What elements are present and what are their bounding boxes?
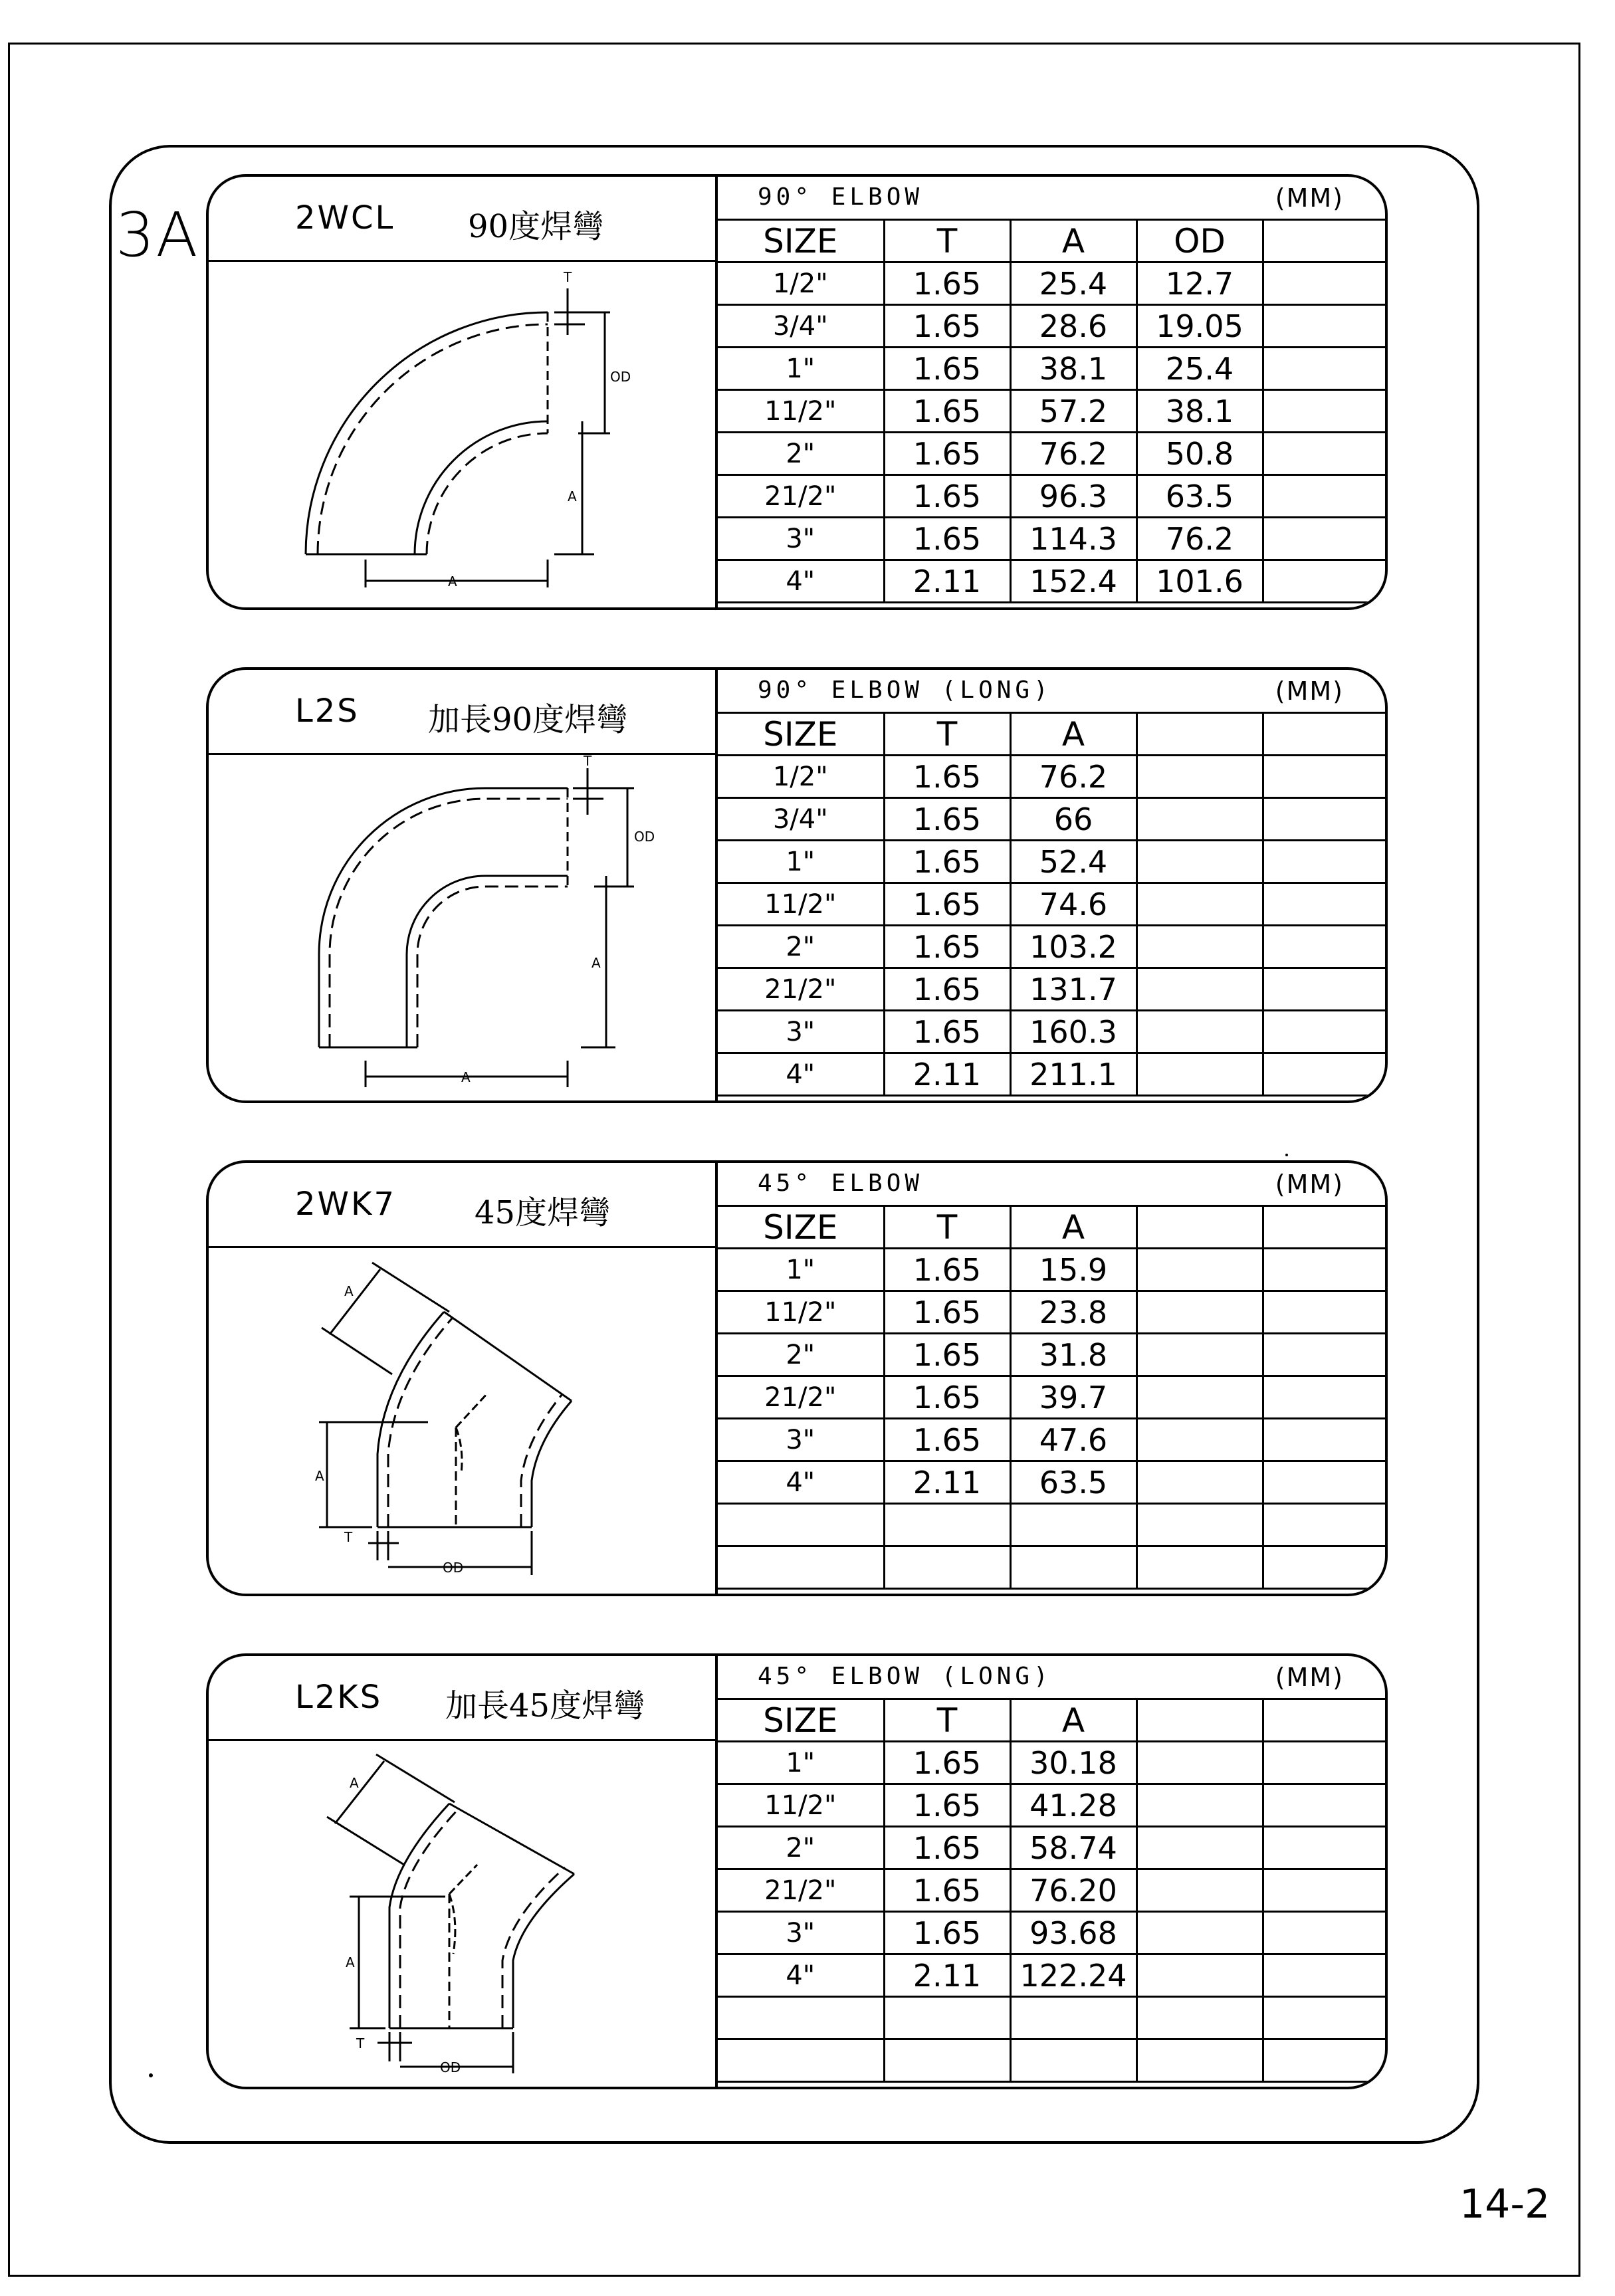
- table-cell: 28.6: [1010, 305, 1136, 348]
- table-cell: 1": [718, 348, 884, 390]
- t-label: T: [356, 2035, 365, 2051]
- table-cell: 57.2: [1010, 390, 1136, 433]
- header-cell: [1136, 714, 1263, 756]
- product-header: [209, 177, 715, 262]
- table-cell: [1263, 1504, 1388, 1546]
- a-label: A: [315, 1468, 324, 1484]
- header-cell: OD: [1136, 221, 1263, 262]
- table-cell: [1136, 1011, 1263, 1053]
- table-cell: [1263, 1291, 1388, 1334]
- table-cell: 1/2": [718, 756, 884, 798]
- table-cell: [1263, 390, 1388, 433]
- table-cell: [1136, 1504, 1263, 1546]
- spec-panel: [718, 1163, 1385, 1594]
- header-cell: A: [1010, 1207, 1136, 1249]
- table-cell: 3": [718, 518, 884, 560]
- table-row: [718, 1011, 1388, 1053]
- table-cell: 2.11: [884, 1053, 1010, 1096]
- header-cell: SIZE: [718, 221, 884, 262]
- spec-table: [718, 1700, 1388, 2083]
- table-cell: 21/2": [718, 1376, 884, 1419]
- header-cell: A: [1010, 1700, 1136, 1742]
- table-cell: [1136, 968, 1263, 1011]
- table-cell: 1.65: [884, 968, 1010, 1011]
- table-cell: 160.3: [1010, 1011, 1136, 1053]
- table-row: [718, 1461, 1388, 1504]
- table-cell: 52.4: [1010, 841, 1136, 883]
- table-cell: [1263, 841, 1388, 883]
- product-block-2wk7: [206, 1160, 1388, 1596]
- table-cell: 4": [718, 1461, 884, 1504]
- outer-bend-line: [306, 312, 548, 554]
- table-cell: [1263, 2039, 1388, 2082]
- unit-label: (MM): [1275, 183, 1344, 213]
- table-title: 45° ELBOW (LONG): [758, 1663, 1052, 1690]
- table-cell: [1263, 433, 1388, 475]
- table-cell: [1263, 1997, 1388, 2039]
- product-block-2wcl: [206, 174, 1388, 610]
- table-cell: [1263, 560, 1388, 603]
- table-cell: [1136, 883, 1263, 926]
- table-cell: [1136, 1912, 1263, 1954]
- table-row: [718, 1997, 1388, 2039]
- table-cell: 122.24: [1010, 1954, 1136, 1997]
- table-cell: [1136, 756, 1263, 798]
- elbow-45-long-diagram: [209, 1741, 715, 2087]
- table-cell: 3": [718, 1011, 884, 1053]
- table-cell: 1.65: [884, 883, 1010, 926]
- table-header-row: [718, 221, 1388, 262]
- table-cell: 1.65: [884, 305, 1010, 348]
- product-name: 加長45度焊彎: [445, 1687, 646, 1724]
- a-label: A: [344, 1283, 354, 1299]
- table-cell: 76.2: [1010, 756, 1136, 798]
- table-cell: 4": [718, 1053, 884, 1096]
- table-row: [718, 2039, 1388, 2082]
- table-cell: 1.65: [884, 518, 1010, 560]
- table-row: [718, 756, 1388, 798]
- table-cell: [1136, 1419, 1263, 1461]
- header-cell: T: [884, 221, 1010, 262]
- header-cell: SIZE: [718, 1207, 884, 1249]
- product-code: L2KS: [295, 1679, 383, 1716]
- header-cell: SIZE: [718, 1700, 884, 1742]
- table-cell: 1": [718, 1249, 884, 1291]
- a-label: A: [448, 574, 457, 589]
- table-row: [718, 798, 1388, 841]
- table-header-row: [718, 714, 1388, 756]
- table-cell: [1263, 1742, 1388, 1784]
- table-row: [718, 1249, 1388, 1291]
- table-cell: 39.7: [1010, 1376, 1136, 1419]
- table-cell: 1.65: [884, 1912, 1010, 1954]
- end-edge: [449, 1804, 574, 1874]
- table-cell: 31.8: [1010, 1334, 1136, 1376]
- table-cell: 76.2: [1136, 518, 1263, 560]
- inner-bend-line: [513, 1874, 574, 2028]
- table-cell: [1263, 1461, 1388, 1504]
- a-label: A: [350, 1775, 359, 1791]
- table-cell: 103.2: [1010, 926, 1136, 968]
- table-cell: [1136, 1376, 1263, 1419]
- product-name: 45度焊彎: [475, 1194, 611, 1231]
- table-cell: 131.7: [1010, 968, 1136, 1011]
- header-cell: [1263, 714, 1388, 756]
- table-cell: [1136, 841, 1263, 883]
- table-cell: 1.65: [884, 390, 1010, 433]
- product-block-l2ks: [206, 1653, 1388, 2089]
- table-cell: 1.65: [884, 841, 1010, 883]
- a-label: A: [592, 955, 601, 971]
- table-cell: [1010, 1997, 1136, 2039]
- table-cell: [884, 2039, 1010, 2082]
- table-cell: [1010, 2039, 1136, 2082]
- table-cell: 2.11: [884, 1461, 1010, 1504]
- table-cell: 66: [1010, 798, 1136, 841]
- table-cell: [1263, 1954, 1388, 1997]
- table-cell: 211.1: [1010, 1053, 1136, 1096]
- table-row: [718, 1954, 1388, 1997]
- a-label: A: [461, 1069, 471, 1085]
- table-cell: [1136, 1249, 1263, 1291]
- table-row: [718, 1419, 1388, 1461]
- header-cell: [1136, 1207, 1263, 1249]
- a-diagonal-dimension: [335, 1761, 384, 1824]
- table-cell: 1/2": [718, 262, 884, 305]
- table-cell: 76.20: [1010, 1869, 1136, 1912]
- table-cell: 63.5: [1010, 1461, 1136, 1504]
- table-cell: 1.65: [884, 1419, 1010, 1461]
- table-cell: [1263, 798, 1388, 841]
- product-code: 2WK7: [295, 1186, 397, 1223]
- spec-table: [718, 221, 1388, 603]
- table-cell: 38.1: [1010, 348, 1136, 390]
- table-cell: [718, 2039, 884, 2082]
- table-title-row: [718, 1656, 1385, 1700]
- table-cell: 1.65: [884, 1291, 1010, 1334]
- elbow-90-diagram: [209, 262, 715, 607]
- table-header-row: [718, 1207, 1388, 1249]
- table-cell: [1263, 1419, 1388, 1461]
- table-cell: [1263, 883, 1388, 926]
- table-cell: 93.68: [1010, 1912, 1136, 1954]
- table-cell: [1263, 1912, 1388, 1954]
- od-label: OD: [634, 829, 655, 845]
- table-row: [718, 1869, 1388, 1912]
- table-cell: [1263, 1249, 1388, 1291]
- spec-table: [718, 714, 1388, 1096]
- product-header: [209, 670, 715, 755]
- table-cell: [1263, 348, 1388, 390]
- table-cell: 25.4: [1136, 348, 1263, 390]
- spec-panel: [718, 177, 1385, 607]
- table-row: [718, 1912, 1388, 1954]
- table-cell: 3": [718, 1419, 884, 1461]
- table-cell: [1263, 1546, 1388, 1589]
- table-row: [718, 1504, 1388, 1546]
- table-cell: 1.65: [884, 926, 1010, 968]
- table-cell: [884, 1997, 1010, 2039]
- table-cell: [1263, 1784, 1388, 1827]
- table-row: [718, 475, 1388, 518]
- table-cell: 2.11: [884, 560, 1010, 603]
- outer-bend-line: [319, 788, 568, 1047]
- od-label: OD: [610, 369, 631, 385]
- outer-bend-dashed: [400, 1810, 457, 2028]
- table-title-row: [718, 1163, 1385, 1207]
- t-label: T: [344, 1529, 353, 1545]
- header-cell: A: [1010, 714, 1136, 756]
- section-tag: 3A: [116, 199, 199, 270]
- elbow-45-diagram: [209, 1248, 715, 1594]
- header-cell: [1136, 1700, 1263, 1742]
- table-title: 90° ELBOW (LONG): [758, 677, 1052, 704]
- product-header: [209, 1163, 715, 1248]
- table-cell: 1.65: [884, 1784, 1010, 1827]
- table-title: 90° ELBOW: [758, 183, 924, 211]
- table-cell: [1263, 305, 1388, 348]
- spec-table: [718, 1207, 1388, 1590]
- table-title-row: [718, 670, 1385, 714]
- table-cell: 114.3: [1010, 518, 1136, 560]
- table-cell: [1136, 1546, 1263, 1589]
- table-row: [718, 1334, 1388, 1376]
- page-number: 14-2: [1459, 2181, 1551, 2228]
- table-row: [718, 305, 1388, 348]
- table-cell: 30.18: [1010, 1742, 1136, 1784]
- table-cell: 41.28: [1010, 1784, 1136, 1827]
- table-cell: [884, 1504, 1010, 1546]
- table-cell: [1263, 475, 1388, 518]
- outer-bend-dashed: [330, 799, 568, 1047]
- table-cell: 1": [718, 1742, 884, 1784]
- table-cell: [1136, 1827, 1263, 1869]
- table-cell: 11/2": [718, 1291, 884, 1334]
- header-cell: T: [884, 714, 1010, 756]
- spec-panel: [718, 1656, 1385, 2087]
- table-cell: 3/4": [718, 305, 884, 348]
- table-cell: [1136, 1869, 1263, 1912]
- table-row: [718, 926, 1388, 968]
- table-cell: 25.4: [1010, 262, 1136, 305]
- table-title: 45° ELBOW: [758, 1170, 924, 1197]
- end-edge: [444, 1312, 572, 1401]
- table-cell: 3/4": [718, 798, 884, 841]
- table-cell: [1136, 1742, 1263, 1784]
- header-cell: [1263, 1207, 1388, 1249]
- table-cell: 15.9: [1010, 1249, 1136, 1291]
- table-cell: [1263, 1053, 1388, 1096]
- t-label: T: [584, 755, 592, 769]
- table-row: [718, 1053, 1388, 1096]
- table-row: [718, 1784, 1388, 1827]
- table-row: [718, 433, 1388, 475]
- table-cell: 2": [718, 926, 884, 968]
- table-cell: [1136, 1784, 1263, 1827]
- table-cell: 2": [718, 433, 884, 475]
- table-row: [718, 841, 1388, 883]
- product-code: 2WCL: [295, 199, 395, 237]
- table-cell: 1": [718, 841, 884, 883]
- table-cell: 1.65: [884, 1334, 1010, 1376]
- header-cell: T: [884, 1207, 1010, 1249]
- table-cell: 47.6: [1010, 1419, 1136, 1461]
- table-row: [718, 390, 1388, 433]
- table-cell: 21/2": [718, 475, 884, 518]
- inner-bend-line: [415, 421, 548, 554]
- table-cell: 1.65: [884, 1011, 1010, 1053]
- unit-label: (MM): [1275, 1663, 1344, 1692]
- header-cell: A: [1010, 221, 1136, 262]
- inner-bend-dashed: [417, 887, 568, 1047]
- table-cell: [1136, 1291, 1263, 1334]
- table-cell: 19.05: [1136, 305, 1263, 348]
- table-row: [718, 348, 1388, 390]
- header-cell: SIZE: [718, 714, 884, 756]
- table-cell: 21/2": [718, 968, 884, 1011]
- table-row: [718, 262, 1388, 305]
- inner-bend-line: [407, 876, 568, 1047]
- table-cell: [884, 1546, 1010, 1589]
- table-cell: 1.65: [884, 798, 1010, 841]
- elbow-90-long-diagram: [209, 755, 715, 1100]
- table-cell: 96.3: [1010, 475, 1136, 518]
- product-block-l2s: [206, 667, 1388, 1103]
- scan-speck: [1285, 1154, 1288, 1156]
- table-cell: 1.65: [884, 475, 1010, 518]
- table-cell: 4": [718, 560, 884, 603]
- t-label: T: [564, 269, 572, 285]
- table-cell: 11/2": [718, 1784, 884, 1827]
- table-cell: 152.4: [1010, 560, 1136, 603]
- outer-bend-line: [389, 1804, 449, 2028]
- od-label: OD: [440, 2059, 461, 2075]
- table-cell: 3": [718, 1912, 884, 1954]
- table-cell: 1.65: [884, 262, 1010, 305]
- table-cell: 1.65: [884, 1742, 1010, 1784]
- table-cell: [1136, 1053, 1263, 1096]
- table-cell: [718, 1997, 884, 2039]
- table-cell: [1136, 2039, 1263, 2082]
- table-cell: [1010, 1504, 1136, 1546]
- unit-label: (MM): [1275, 1170, 1344, 1199]
- a-label: A: [346, 1954, 355, 1970]
- table-cell: 1.65: [884, 1827, 1010, 1869]
- table-cell: 21/2": [718, 1869, 884, 1912]
- table-cell: 4": [718, 1954, 884, 1997]
- unit-label: (MM): [1275, 677, 1344, 706]
- table-cell: [1263, 1827, 1388, 1869]
- table-title-row: [718, 177, 1385, 221]
- inner-bend-dashed: [521, 1394, 562, 1527]
- table-cell: [1010, 1546, 1136, 1589]
- header-cell: [1263, 1700, 1388, 1742]
- table-cell: 1.65: [884, 756, 1010, 798]
- table-row: [718, 1546, 1388, 1589]
- a-label: A: [568, 488, 577, 504]
- table-cell: [718, 1504, 884, 1546]
- table-row: [718, 968, 1388, 1011]
- table-cell: 1.65: [884, 1249, 1010, 1291]
- table-cell: [1263, 968, 1388, 1011]
- product-header: [209, 1656, 715, 1741]
- table-row: [718, 1827, 1388, 1869]
- product-panel: [209, 1656, 718, 2087]
- table-cell: 12.7: [1136, 262, 1263, 305]
- inner-bend-dashed: [427, 433, 548, 554]
- product-name: 加長90度焊彎: [428, 701, 629, 738]
- table-cell: 76.2: [1010, 433, 1136, 475]
- table-cell: [1263, 1376, 1388, 1419]
- table-cell: 38.1: [1136, 390, 1263, 433]
- table-cell: [1263, 756, 1388, 798]
- product-panel: [209, 670, 718, 1100]
- table-cell: [1136, 1997, 1263, 2039]
- table-cell: 1.65: [884, 1376, 1010, 1419]
- outer-bend-dashed: [318, 324, 548, 554]
- table-cell: 11/2": [718, 390, 884, 433]
- table-cell: 1.65: [884, 348, 1010, 390]
- a-diagonal-dimension: [330, 1269, 380, 1334]
- table-cell: [1136, 1954, 1263, 1997]
- table-cell: 58.74: [1010, 1827, 1136, 1869]
- table-cell: [1136, 798, 1263, 841]
- product-code: L2S: [295, 692, 360, 730]
- table-cell: [1263, 262, 1388, 305]
- product-panel: [209, 1163, 718, 1594]
- table-cell: 23.8: [1010, 1291, 1136, 1334]
- table-cell: [718, 1546, 884, 1589]
- table-row: [718, 1291, 1388, 1334]
- spec-panel: [718, 670, 1385, 1100]
- table-cell: 50.8: [1136, 433, 1263, 475]
- table-cell: [1263, 518, 1388, 560]
- table-row: [718, 1742, 1388, 1784]
- table-cell: 1.65: [884, 1869, 1010, 1912]
- table-cell: 2.11: [884, 1954, 1010, 1997]
- header-cell: [1263, 221, 1388, 262]
- table-row: [718, 560, 1388, 603]
- table-cell: [1263, 1869, 1388, 1912]
- table-cell: [1136, 926, 1263, 968]
- table-cell: 2": [718, 1334, 884, 1376]
- table-cell: [1263, 926, 1388, 968]
- table-cell: [1263, 1334, 1388, 1376]
- header-cell: T: [884, 1700, 1010, 1742]
- table-cell: 101.6: [1136, 560, 1263, 603]
- table-cell: [1136, 1461, 1263, 1504]
- table-row: [718, 518, 1388, 560]
- product-name: 90度焊彎: [468, 208, 605, 245]
- table-header-row: [718, 1700, 1388, 1742]
- table-cell: [1263, 1011, 1388, 1053]
- table-row: [718, 883, 1388, 926]
- table-cell: [1136, 1334, 1263, 1376]
- product-panel: [209, 177, 718, 607]
- scan-speck: [149, 2073, 153, 2077]
- table-cell: 74.6: [1010, 883, 1136, 926]
- od-label: OD: [443, 1560, 464, 1576]
- table-cell: 63.5: [1136, 475, 1263, 518]
- table-cell: 11/2": [718, 883, 884, 926]
- inner-bend-line: [532, 1401, 572, 1527]
- table-cell: 1.65: [884, 433, 1010, 475]
- table-row: [718, 1376, 1388, 1419]
- table-cell: 2": [718, 1827, 884, 1869]
